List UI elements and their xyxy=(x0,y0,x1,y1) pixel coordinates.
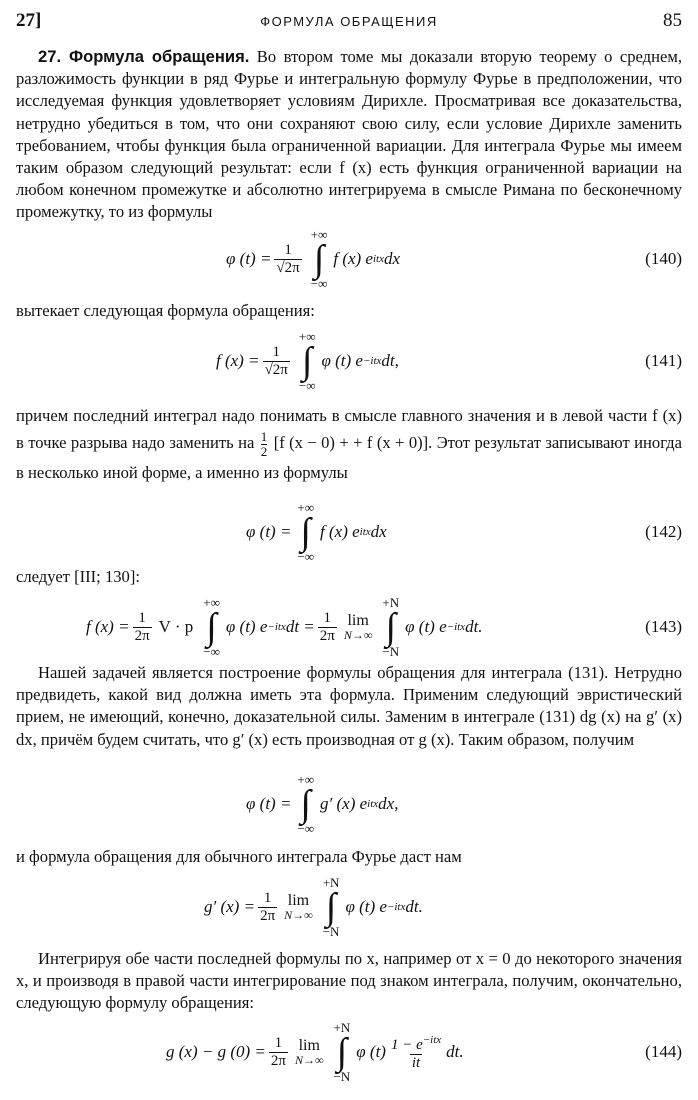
eq-lhs: g′ (x) = xyxy=(204,897,256,916)
lower-limit: −∞ xyxy=(298,378,316,393)
limit-operator xyxy=(284,893,313,921)
frac-den: 2π xyxy=(270,1052,286,1069)
fraction-inner xyxy=(389,1032,443,1072)
exponent: −itx xyxy=(446,621,466,633)
frac-den: √2π xyxy=(264,361,288,378)
frac-num: 1 − e xyxy=(390,1037,423,1053)
differential: dt. xyxy=(465,617,483,636)
lower-limit: −∞ xyxy=(310,276,328,291)
equation-phi xyxy=(16,770,682,838)
paragraph-text: Во втором томе мы доказали вторую теорему о среднем, разложимость функции в ряд Фурье и интегральную формулу Фурье в предположении, что исследуемая функция удовлетворяет условиям Дирихле. Просматривая все доказательства, нетрудно убедиться в том, что они сохраняют свою силу, если условие Дирихле заменить требованием, чтобы функция была ограниченной вариации. Для интеграла Фурье мы имеем таким образом следующий результат: если f (x) есть функция ограниченной вариации на любом конечном промежутке и абсолютно интегрируема в смысле Римана по бесконечному промежутку, то из формулы xyxy=(16,47,683,222)
principal-value: V · p xyxy=(158,617,194,636)
paragraph-6: и формула обращения для обычного интеграла Фурье даст нам xyxy=(16,847,462,866)
equation-number: (143) xyxy=(645,617,682,636)
section-marker: 27] xyxy=(16,10,42,31)
differential: dx, xyxy=(378,794,399,813)
integral-sign: +N ∫ −N xyxy=(382,595,400,659)
integral-sign: +N ∫ −N xyxy=(333,1020,351,1084)
integral-sign: +N ∫ −N xyxy=(322,875,340,939)
eq-lhs: φ (t) = xyxy=(226,249,272,268)
lim-sub: N→∞ xyxy=(284,908,313,922)
differential: dt, xyxy=(381,351,399,370)
paragraph-4: следует [III; 130]: xyxy=(16,567,140,586)
integral-sign: +∞ ∫ −∞ xyxy=(203,595,220,659)
integrand: g′ (x) e xyxy=(320,794,368,813)
equation-gprime xyxy=(16,872,682,942)
paragraph-2: вытекает следующая формула обращения: xyxy=(16,301,315,320)
lim-sub: N→∞ xyxy=(294,1053,324,1067)
equation-number: (140) xyxy=(645,249,682,268)
fraction xyxy=(263,344,290,379)
frac-num: 1 xyxy=(284,241,292,258)
lim-word: lim xyxy=(287,892,310,909)
frac-den: it xyxy=(411,1055,421,1071)
frac-num: 1 xyxy=(138,609,146,626)
equation-142 xyxy=(16,498,682,566)
running-title: ФОРМУЛА ОБРАЩЕНИЯ xyxy=(260,14,438,29)
integrand: φ (t) e xyxy=(321,351,363,370)
half-fraction xyxy=(261,430,268,459)
running-header xyxy=(16,10,682,36)
fraction xyxy=(133,610,152,645)
upper-limit: +N xyxy=(333,1020,351,1035)
upper-limit: +N xyxy=(322,875,340,890)
equation-143 xyxy=(16,592,682,662)
lower-limit: −∞ xyxy=(297,549,315,564)
equation-144 xyxy=(16,1016,682,1088)
upper-limit: +∞ xyxy=(203,595,220,610)
lower-limit: −N xyxy=(322,924,340,939)
book-page xyxy=(16,0,682,1100)
section-heading: 27. Формула обращения. xyxy=(38,47,250,66)
eq-lhs: f (x) = xyxy=(216,351,260,370)
paragraph-7: Интегрируя обе части последней формулы по x, например от x = 0 до некоторого значения x, и производя в правой части интегрирование под знаком интеграла, получим, окончательно, следующую формулу обращения: xyxy=(16,949,682,1013)
eq-lhs: φ (t) = xyxy=(246,794,292,813)
eq-lhs: f (x) = xyxy=(86,617,130,636)
integrand: f (x) e xyxy=(320,522,360,541)
exponent: −itx xyxy=(267,621,286,633)
integral-sign: +∞ ∫ −∞ xyxy=(297,500,315,564)
upper-limit: +∞ xyxy=(297,500,315,515)
paragraph-text: [f (x − 0) + + f (x + 0)]. Этот результат записывают иногда в несколько иной форме, а именно из формулы xyxy=(16,433,682,482)
differential: dx xyxy=(383,249,401,268)
lim-sub: N→∞ xyxy=(343,628,373,642)
paragraph-intro xyxy=(16,46,682,224)
lower-limit: −∞ xyxy=(297,821,315,836)
integrand: f (x) e xyxy=(333,249,373,268)
frac-den: 2π xyxy=(134,627,150,644)
integrand: φ (t) xyxy=(356,1042,386,1061)
fraction xyxy=(258,890,277,925)
paragraph-text: причем последний интеграл надо понимать в смысле главного значения и в левой части f (x) в точке разрыва надо заменить на xyxy=(16,406,682,452)
upper-limit: +∞ xyxy=(310,227,328,242)
frac-den: √2π xyxy=(276,259,300,276)
eq-lhs: g (x) − g (0) = xyxy=(166,1042,266,1061)
integrand: φ (t) e xyxy=(345,897,387,916)
limit-operator xyxy=(344,613,373,641)
differential: dt. xyxy=(405,897,423,916)
lim-word: lim xyxy=(347,612,369,629)
equation-number: (144) xyxy=(645,1042,682,1061)
page-number: 85 xyxy=(663,10,682,31)
exponent: itx xyxy=(367,798,379,810)
integral-sign: +∞ ∫ −∞ xyxy=(297,772,315,836)
integrand: φ (t) e xyxy=(225,617,268,636)
integrand: φ (t) e xyxy=(405,617,447,636)
paragraph-3 xyxy=(16,402,682,486)
differential: dt = xyxy=(285,617,315,636)
frac-num: 1 xyxy=(323,609,332,626)
equation-140 xyxy=(16,224,682,294)
upper-limit: +∞ xyxy=(297,772,315,787)
fraction xyxy=(318,610,337,645)
equation-141 xyxy=(16,326,682,396)
lower-limit: −N xyxy=(382,644,400,659)
exponent: itx xyxy=(359,526,371,538)
frac-den: 2π xyxy=(260,907,276,924)
eq-lhs: φ (t) = xyxy=(246,522,292,541)
frac-den: 2π xyxy=(319,627,335,644)
exponent: −itx xyxy=(386,901,406,913)
limit-operator xyxy=(295,1038,324,1066)
integral-sign: +∞ ∫ −∞ xyxy=(298,329,316,393)
differential: dt. xyxy=(446,1042,464,1061)
lim-word: lim xyxy=(298,1037,320,1054)
fraction xyxy=(274,242,301,277)
exponent: itx xyxy=(372,253,384,265)
equation-number: (141) xyxy=(645,351,682,370)
equation-number: (142) xyxy=(645,522,682,541)
frac-den: 2 xyxy=(260,443,268,459)
paragraph-5: Нашей задачей является построение формулы обращения для интеграла (131). Нетрудно предвидеть, какой вид должна иметь эта формула. Применим следующий эвристический прием, не имеющий, конечно, доказательной силы. Заменим в интеграле (131) dg (x) на g′ (x) dx, причём будем считать, что g′ (x) есть производная от g (x). Таким образом, получим xyxy=(16,663,682,749)
frac-num: 1 xyxy=(272,343,280,360)
lower-limit: −N xyxy=(333,1069,351,1084)
lower-limit: −∞ xyxy=(203,644,220,659)
frac-num: 1 xyxy=(274,1034,283,1051)
integral-sign: +∞ ∫ −∞ xyxy=(310,227,328,291)
exponent: −itx xyxy=(362,355,382,367)
frac-num: 1 xyxy=(263,889,272,906)
frac-num: 1 xyxy=(260,428,268,444)
differential: dx xyxy=(370,522,387,541)
upper-limit: +∞ xyxy=(298,329,316,344)
exponent: −itx xyxy=(422,1034,442,1046)
upper-limit: +N xyxy=(382,595,400,610)
fraction xyxy=(269,1035,288,1070)
